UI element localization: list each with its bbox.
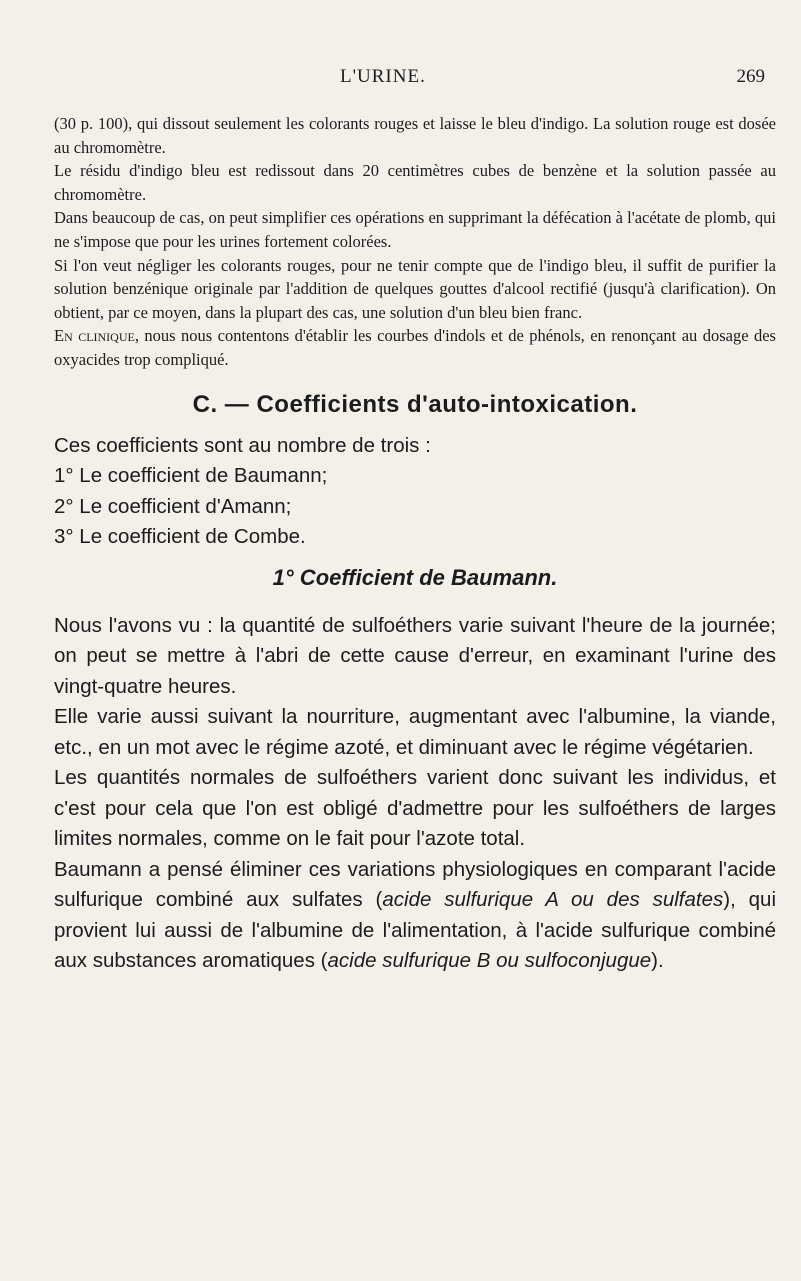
subheading: 1° Coefficient de Baumann. bbox=[272, 564, 558, 590]
intro-paragraph: Ces coefficients sont au nombre de trois : bbox=[54, 433, 431, 457]
text-run: ). bbox=[651, 949, 664, 973]
text-run: Baumann a pensé éliminer ces variations physiologiques en comparant l'acide sulfurique combiné aux sulfates ( bbox=[54, 857, 776, 912]
paragraph: Si l'on veut négliger les colorants rouges, pour ne tenir compte que de l'indigo bleu, il suffit de purifier la solution benzénique originale par l'addition de quelques gouttes d'alcool rectifié (jusqu'à clarification). On obtient, par ce moyen, dans la plupart des cas, une solution d'un bleu bien franc. bbox=[54, 255, 776, 322]
paragraph: Le résidu d'indigo bleu est redissout dans 20 centimètres cubes de benzène et la solution passée au chromomètre. bbox=[54, 161, 776, 204]
text-run: ), qui provient lui aussi de l'albumine de l'alimentation, à l'acide sulfurique combiné aux substances aromatiques ( bbox=[54, 888, 777, 973]
list-item: 2° Le coefficient d'Amann; bbox=[54, 494, 292, 518]
page-header bbox=[0, 66, 801, 90]
clinique-text: nous nous contentons d'établir les courbes d'indols et de phénols, en renonçant au dosage des oxyacides trop compliqué. bbox=[54, 326, 776, 369]
large-print-section bbox=[54, 431, 776, 977]
paragraph: (30 p. 100), qui dissout seulement les colorants rouges et laisse le bleu d'indigo. La solution rouge est dosée au chromomètre. bbox=[54, 114, 776, 157]
paragraph-baumann bbox=[54, 855, 776, 977]
paragraph-clinique bbox=[54, 324, 776, 371]
small-print-section bbox=[54, 112, 776, 372]
page-number: 269 bbox=[736, 66, 765, 87]
italic-term: acide sulfurique B ou sulfoconjugue bbox=[327, 949, 652, 973]
section-heading: C. — Coefficients d'auto-intoxication. bbox=[192, 390, 638, 418]
list-item: 1° Le coefficient de Baumann; bbox=[54, 464, 328, 488]
paragraph: Nous l'avons vu : la quantité de sulfoéthers varie suivant l'heure de la journée; on peut se mettre à l'abri de cette cause d'erreur, en examinant l'urine des vingt-quatre heures. bbox=[54, 613, 776, 698]
paragraph: Dans beaucoup de cas, on peut simplifier ces opérations en supprimant la défécation à l'acétate de plomb, qui ne s'impose que pour les urines fortement colorées. bbox=[54, 208, 776, 251]
body-text bbox=[54, 112, 776, 977]
paragraph: Les quantités normales de sulfoéthers varient donc suivant les individus, et c'est pour cela que l'on est obligé d'admettre pour les sulfoéthers de larges limites normales, comme on le fait pour l'azote total. bbox=[54, 766, 776, 851]
running-title: L'URINE. bbox=[340, 66, 426, 87]
italic-term: acide sulfurique A ou des sulfates bbox=[382, 888, 724, 912]
list-item: 3° Le coefficient de Combe. bbox=[54, 525, 306, 549]
clinique-lead: En clinique, bbox=[54, 326, 139, 346]
paragraph: Elle varie aussi suivant la nourriture, augmentant avec l'albumine, la viande, etc., en un mot avec le régime azoté, et diminuant avec le régime végétarien. bbox=[54, 705, 776, 759]
